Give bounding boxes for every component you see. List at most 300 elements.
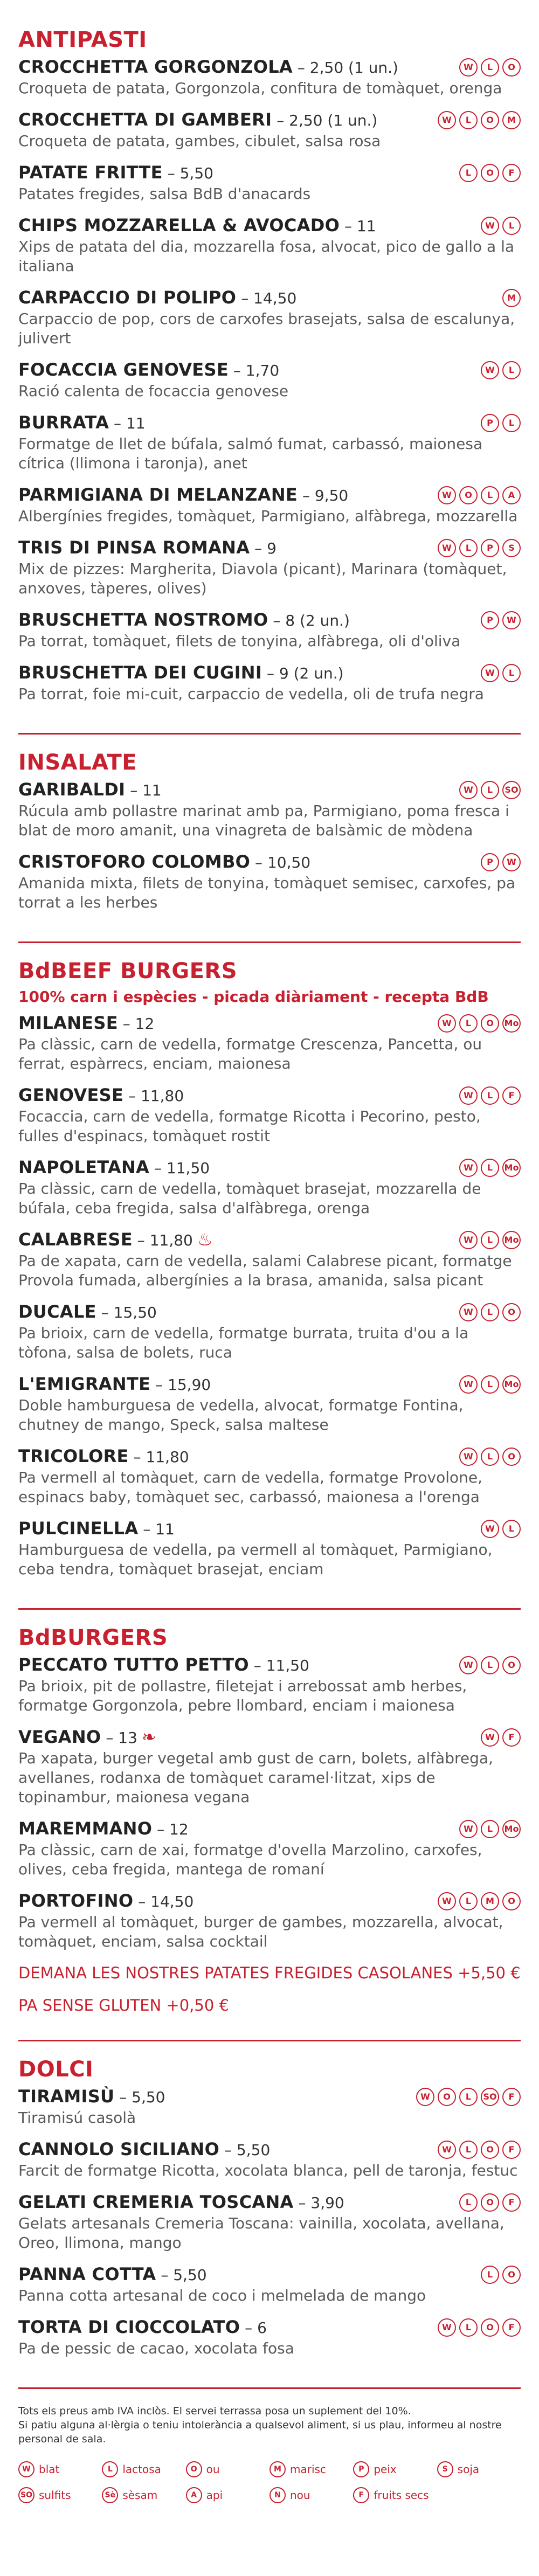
legend-sulfits-icon: SO — [18, 2487, 34, 2503]
allergen-lactosa-icon: L — [459, 1892, 478, 1910]
item-description: Croqueta de patata, Gorgonzola, confitura de tomàquet, orenga — [18, 79, 502, 97]
allergen-mostassa-icon: Mo — [502, 1231, 521, 1249]
allergen-ou-icon: O — [481, 1014, 499, 1033]
menu-item-title — [18, 1818, 189, 1840]
menu-item-header — [18, 287, 521, 309]
allergen-fruits-secs-icon: F — [502, 2318, 521, 2337]
item-description: Pa vermell al tomàquet, burger de gambes, mozzarella, alvocat, tomàquet, enciam, salsa cocktail — [18, 1913, 503, 1950]
menu-item — [18, 851, 521, 912]
allergen-ou-icon: O — [502, 1892, 521, 1910]
allergen-icons — [502, 289, 521, 307]
allergen-blat-icon: W — [438, 539, 456, 557]
item-price: – 2,50 (1 un.) — [292, 59, 398, 77]
legend-lactosa-icon: L — [102, 2461, 118, 2477]
allergen-icons — [459, 1375, 521, 1394]
legend-item — [353, 2487, 437, 2503]
menu-item — [18, 1890, 521, 1951]
menu-item-header — [18, 1654, 521, 1677]
section-title: DOLCI — [18, 2057, 94, 2082]
legend-sesam-icon: Sè — [102, 2487, 118, 2503]
item-description: Croqueta de patata, gambes, cibulet, salsa rosa — [18, 132, 381, 150]
item-price: – 11 — [340, 217, 376, 235]
menu-item-header — [18, 662, 521, 684]
allergen-soja-icon: S — [502, 539, 521, 557]
item-name: MAREMMANO — [18, 1818, 153, 1839]
legend-nou-icon: N — [270, 2487, 286, 2503]
allergen-lactosa-icon: L — [481, 1820, 499, 1838]
menu-item-title — [18, 779, 162, 801]
footer-note: Si patiu alguna al·lèrgia o teniu intolerància a qualsevol aliment, si us plau, informeu al nostre personal de sala. — [18, 2419, 502, 2445]
legend-label: soja — [457, 2463, 480, 2476]
menu-item — [18, 609, 521, 651]
item-price: – 5,50 — [114, 2088, 165, 2106]
legend-item — [102, 2487, 185, 2503]
item-price: – 15,50 — [96, 1304, 157, 1321]
allergen-lactosa-icon: L — [502, 361, 521, 379]
menu-item-title — [18, 1654, 309, 1677]
allergen-ou-icon: O — [438, 2088, 456, 2106]
item-name: GELATI CREMERIA TOSCANA — [18, 2192, 294, 2212]
allergen-ou-icon: O — [481, 2193, 499, 2212]
promo-line: PA SENSE GLUTEN +0,50 € — [18, 1996, 229, 2014]
menu-section — [18, 27, 521, 722]
menu-item-title — [18, 2191, 344, 2214]
allergen-icons — [481, 853, 521, 871]
item-price: – 11,80 — [132, 1231, 193, 1249]
footer-note: Tots els preus amb IVA inclòs. El servei terrassa posa un suplement del 10%. — [18, 2405, 411, 2417]
item-description: Farcit de formatge Ricotta, xocolata blanca, pell de taronja, festuc — [18, 2162, 518, 2179]
item-description: Pa xapata, burger vegetal amb gust de carn, bolets, alfàbrega, avellanes, rodanxa de tomàquet caramel·litzat, xips de topinambur, maionesa vegana — [18, 1749, 493, 1806]
menu-item-title — [18, 1373, 211, 1396]
menu-item — [18, 1654, 521, 1715]
item-name: MILANESE — [18, 1013, 118, 1033]
allergen-sulfits-icon: SO — [481, 2088, 499, 2106]
allergen-lactosa-icon: L — [502, 217, 521, 235]
menu-section — [18, 1625, 521, 2029]
menu-item — [18, 1301, 521, 1362]
allergen-ou-icon: O — [481, 111, 499, 129]
allergen-icons — [459, 1159, 521, 1177]
menu-item-header — [18, 779, 521, 801]
allergen-lactosa-icon: L — [459, 1014, 478, 1033]
menu-item-header — [18, 359, 521, 382]
menu-item-header — [18, 1229, 521, 1251]
allergen-icons — [438, 1892, 521, 1910]
allergen-icons — [459, 1448, 521, 1466]
allergen-icons — [459, 1303, 521, 1321]
allergen-blat-icon: W — [438, 1014, 456, 1033]
menu-item-header — [18, 412, 521, 434]
item-description: Tiramisú casolà — [18, 2109, 136, 2127]
allergen-lactosa-icon: L — [459, 2318, 478, 2337]
item-name: GENOVESE — [18, 1085, 124, 1105]
item-description: Hamburguesa de vedella, pa vermell al tomàquet, Parmigiano, ceba tendra, tomàquet brasejat, enciam — [18, 1541, 493, 1578]
menu-item-title — [18, 287, 296, 309]
menu-item-title — [18, 2086, 165, 2108]
menu-item — [18, 287, 521, 348]
menu-item-header — [18, 1157, 521, 1179]
item-price: – 9 — [250, 539, 277, 557]
item-price: – 10,50 — [250, 854, 311, 871]
allergen-fruits-secs-icon: F — [502, 1728, 521, 1747]
allergen-lactosa-icon: L — [481, 2266, 499, 2284]
item-description: Albergínies fregides, tomàquet, Parmigiano, alfàbrega, mozzarella — [18, 507, 518, 525]
menu-item-title — [18, 359, 279, 382]
item-description: Panna cotta artesanal de coco i melmelada de mango — [18, 2287, 426, 2304]
allergen-lactosa-icon: L — [481, 1159, 499, 1177]
allergen-icons — [438, 2141, 521, 2159]
allergen-lactosa-icon: L — [481, 1231, 499, 1249]
section-subtitle: 100% carn i espècies - picada diàriament - recepta BdB — [18, 988, 489, 1006]
menu-item — [18, 2138, 521, 2180]
item-name: PANNA COTTA — [18, 2264, 156, 2284]
legend-label: ou — [206, 2463, 220, 2476]
allergen-blat-icon: W — [438, 486, 456, 504]
menu-item-header — [18, 2191, 521, 2214]
legend-ou-icon: O — [186, 2461, 202, 2477]
item-price: – 9 (2 un.) — [262, 664, 344, 682]
allergen-lactosa-icon: L — [481, 1303, 499, 1321]
allergen-blat-icon: W — [459, 58, 478, 77]
item-description: Pa torrat, tomàquet, filets de tonyina, alfàbrega, oli d'oliva — [18, 632, 461, 650]
allergen-ou-icon: O — [481, 2318, 499, 2337]
menu-item-header — [18, 214, 521, 237]
item-name: CHIPS MOZZARELLA & AVOCADO — [18, 215, 340, 236]
item-description: Pa clàssic, carn de vedella, formatge Crescenza, Pancetta, ou ferrat, espàrrecs, enciam, maionesa — [18, 1035, 482, 1072]
menu-item — [18, 1518, 521, 1579]
item-name: TORTA DI CIOCCOLATO — [18, 2317, 240, 2337]
legend-item — [353, 2461, 437, 2477]
menu-item — [18, 662, 521, 704]
item-description: Pa de xapata, carn de vedella, salami Calabrese picant, formatge Provola fumada, albergínies a la brasa, amanida, salsa picant — [18, 1252, 512, 1289]
allergen-lactosa-icon: L — [502, 1520, 521, 1538]
legend-fruits-secs-icon: F — [353, 2487, 369, 2503]
allergen-fruits-secs-icon: F — [502, 1086, 521, 1105]
menu-item-title — [18, 2263, 207, 2286]
menu-item-header — [18, 1445, 521, 1468]
menu-footer — [18, 2404, 521, 2503]
section-title: INSALATE — [18, 750, 137, 775]
menu-item — [18, 359, 521, 401]
allergen-blat-icon: W — [438, 1892, 456, 1910]
spicy-icon: ♨ — [197, 1229, 213, 1250]
legend-marisc-icon: M — [270, 2461, 286, 2477]
allergen-ou-icon: O — [502, 1303, 521, 1321]
allergen-icons — [481, 217, 521, 235]
legend-blat-icon: W — [18, 2461, 34, 2477]
item-description: Pa clàssic, carn de xai, formatge d'ovella Marzolino, carxofes, olives, ceba fregida, mantega de romaní — [18, 1841, 482, 1878]
menu-item-title — [18, 484, 348, 507]
menu-item — [18, 162, 521, 204]
allergen-marisc-icon: M — [481, 1892, 499, 1910]
allergen-icons — [459, 58, 521, 77]
item-price: – 14,50 — [133, 1893, 194, 1910]
item-description: Formatge de llet de búfala, salmó fumat, carbassó, maionesa cítrica (llimona i taronja), anet — [18, 435, 483, 472]
item-price: – 14,50 — [236, 289, 297, 307]
legend-label: lactosa — [122, 2463, 161, 2476]
menu-item — [18, 484, 521, 526]
legend-label: blat — [39, 2463, 60, 2476]
allergen-mostassa-icon: Mo — [502, 1820, 521, 1838]
menu-item — [18, 2263, 521, 2305]
allergen-blat-icon: W — [438, 2141, 456, 2159]
allergen-icons — [438, 486, 521, 504]
item-name: PARMIGIANA DI MELANZANE — [18, 484, 298, 505]
legend-item — [437, 2461, 521, 2477]
section-divider — [18, 733, 521, 735]
promo-line: DEMANA LES NOSTRES PATATES FREGIDES CASOLANES +5,50 € — [18, 1964, 521, 1982]
allergen-lactosa-icon: L — [481, 1448, 499, 1466]
item-price: – 11 — [138, 1520, 175, 1538]
menu-item-title — [18, 1229, 213, 1251]
allergen-blat-icon: W — [459, 1448, 478, 1466]
allergen-icons — [481, 1520, 521, 1538]
allergen-icons — [481, 664, 521, 682]
item-price: – 3,90 — [293, 2194, 344, 2212]
menu-item — [18, 56, 521, 98]
allergen-lactosa-icon: L — [502, 664, 521, 682]
menu-item — [18, 1084, 521, 1146]
allergen-blat-icon: W — [459, 1375, 478, 1394]
section-title: BdBEEF BURGERS — [18, 959, 238, 984]
allergen-lactosa-icon: L — [459, 2141, 478, 2159]
allergen-icons — [438, 539, 521, 557]
allergen-blat-icon: W — [459, 1656, 478, 1674]
legend-peix-icon: P — [353, 2461, 369, 2477]
allergen-marisc-icon: M — [502, 111, 521, 129]
legend-item — [186, 2487, 270, 2503]
allergen-blat-icon: W — [438, 111, 456, 129]
item-name: BRUSCHETTA DEI CUGINI — [18, 662, 262, 683]
legend-item — [18, 2487, 102, 2503]
menu-item — [18, 2191, 521, 2253]
allergen-ou-icon: O — [502, 58, 521, 77]
item-price: – 5,50 — [156, 2266, 207, 2284]
item-price: – 5,50 — [219, 2141, 271, 2159]
legend-soja-icon: S — [437, 2461, 453, 2477]
item-price: – 5,50 — [162, 164, 213, 182]
item-price: – 11 — [125, 781, 162, 799]
allergen-ou-icon: O — [481, 2141, 499, 2159]
menu-item-header — [18, 1818, 521, 1840]
allergen-lactosa-icon: L — [481, 1656, 499, 1674]
allergen-icons — [438, 2318, 521, 2337]
item-name: CROCCHETTA DI GAMBERI — [18, 109, 272, 130]
allergen-icons — [459, 781, 521, 799]
legend-label: nou — [289, 2489, 310, 2502]
item-description: Xips de patata del dia, mozzarella fosa, alvocat, pico de gallo a la italiana — [18, 238, 515, 275]
menu-item-header — [18, 609, 521, 632]
menu-item — [18, 537, 521, 598]
legend-label: sèsam — [122, 2489, 158, 2502]
item-description: Pa brioix, pit de pollastre, filetejat i arrebossat amb herbes, formatge Gorgonzola, pebre llombard, enciam i maionesa — [18, 1677, 467, 1714]
section-title: BdBURGERS — [18, 1625, 168, 1650]
item-description: Pa clàssic, carn de vedella, tomàquet brasejat, mozzarella de búfala, ceba fregida, salsa d'alfàbrega, orenga — [18, 1180, 481, 1217]
allergen-api-icon: A — [502, 486, 521, 504]
item-description: Pa brioix, carn de vedella, formatge burrata, truita d'ou a la tòfona, salsa de bolets, ruca — [18, 1324, 469, 1361]
allergen-ou-icon: O — [481, 164, 499, 182]
item-name: CALABRESE — [18, 1229, 133, 1250]
menu-item-title — [18, 662, 344, 684]
allergen-icons — [481, 361, 521, 379]
section-title: ANTIPASTI — [18, 27, 147, 52]
menu-item-title — [18, 214, 376, 237]
item-description: Pa torrat, foie mi-cuit, carpaccio de vedella, oli de trufa negra — [18, 685, 484, 703]
item-price: – 9,50 — [298, 487, 349, 504]
menu-item-header — [18, 2138, 521, 2161]
allergen-blat-icon: W — [459, 1303, 478, 1321]
menu-item-title — [18, 1890, 194, 1913]
item-name: CARPACCIO DI POLIPO — [18, 287, 237, 308]
menu-item — [18, 1726, 521, 1807]
menu-item-header — [18, 1726, 521, 1749]
menu-item — [18, 1445, 521, 1507]
menu-item-title — [18, 162, 213, 184]
item-name: CANNOLO SICILIANO — [18, 2139, 220, 2159]
item-name: TRIS DI PINSA ROMANA — [18, 537, 250, 558]
allergen-lactosa-icon: L — [481, 1375, 499, 1394]
menu-item-title — [18, 1518, 175, 1540]
menu-item-header — [18, 1301, 521, 1324]
allergen-blat-icon: W — [502, 853, 521, 871]
legend-item — [186, 2461, 270, 2477]
section-divider — [18, 2040, 521, 2041]
legend-item — [270, 2461, 353, 2477]
menu-item — [18, 2316, 521, 2358]
item-description: Doble hamburguesa de vedella, alvocat, formatge Fontina, chutney de mango, Speck, salsa maltese — [18, 1396, 464, 1434]
allergen-blat-icon: W — [459, 1820, 478, 1838]
allergen-ou-icon: O — [459, 486, 478, 504]
legend-item — [18, 2461, 102, 2477]
allergen-ou-icon: O — [502, 1448, 521, 1466]
item-name: PATATE FRITTE — [18, 162, 163, 183]
menu-item — [18, 1012, 521, 1074]
allergen-lactosa-icon: L — [459, 2088, 478, 2106]
allergen-icons — [459, 1656, 521, 1674]
allergen-icons — [438, 1014, 521, 1033]
allergen-blat-icon: W — [438, 2318, 456, 2337]
menu-item — [18, 2086, 521, 2128]
allergen-mostassa-icon: Mo — [502, 1014, 521, 1033]
item-description: Gelats artesanals Cremeria Toscana: vainilla, xocolata, avellana, Oreo, llimona, mango — [18, 2214, 505, 2252]
allergen-sulfits-icon: SO — [502, 781, 521, 799]
allergen-legend — [18, 2461, 521, 2503]
legend-item — [270, 2487, 353, 2503]
menu-item-header — [18, 2316, 521, 2339]
allergen-blat-icon: W — [481, 361, 499, 379]
menu-item-header — [18, 537, 521, 559]
legend-label: fruits secs — [374, 2489, 429, 2502]
allergen-icons — [481, 2266, 521, 2284]
menu-item-title — [18, 851, 310, 874]
item-name: NAPOLETANA — [18, 1157, 150, 1178]
allergen-lactosa-icon: L — [459, 539, 478, 557]
allergen-peix-icon: P — [481, 853, 499, 871]
menu-item-header — [18, 851, 521, 874]
item-price: – 11,50 — [149, 1159, 210, 1177]
menu-item-header — [18, 1012, 521, 1035]
item-description: Rúcula amb pollastre marinat amb pa, Parmigiano, poma fresca i blat de moro amanit, una vinagreta de balsàmic de mòdena — [18, 802, 509, 839]
allergen-mostassa-icon: Mo — [502, 1159, 521, 1177]
legend-label: sulfits — [39, 2489, 71, 2502]
allergen-icons — [459, 1820, 521, 1838]
allergen-peix-icon: P — [481, 611, 499, 629]
allergen-fruits-secs-icon: F — [502, 2193, 521, 2212]
menu-item-header — [18, 1373, 521, 1396]
allergen-blat-icon: W — [459, 1086, 478, 1105]
menu-item — [18, 1818, 521, 1879]
menu-item-title — [18, 2316, 267, 2339]
menu-item-header — [18, 2263, 521, 2286]
menu-section — [18, 750, 521, 931]
menu-item-title — [18, 412, 146, 434]
item-description: Mix de pizzes: Margherita, Diavola (picant), Marinara (tomàquet, anxoves, tàperes, olives) — [18, 560, 507, 597]
allergen-lactosa-icon: L — [459, 2193, 478, 2212]
menu-item-title — [18, 1726, 156, 1749]
section-divider — [18, 2387, 521, 2389]
allergen-fruits-secs-icon: F — [502, 2088, 521, 2106]
allergen-lactosa-icon: L — [481, 1086, 499, 1105]
item-price: – 12 — [118, 1015, 155, 1033]
menu-item-title — [18, 1084, 184, 1107]
item-name: BRUSCHETTA NOSTROMO — [18, 610, 268, 630]
item-name: VEGANO — [18, 1727, 101, 1747]
item-name: DUCALE — [18, 1301, 96, 1322]
menu-item-header — [18, 484, 521, 507]
allergen-ou-icon: O — [502, 1656, 521, 1674]
item-name: CROCCHETTA GORGONZOLA — [18, 57, 293, 77]
item-price: – 1,70 — [228, 362, 280, 379]
item-price: – 11,80 — [123, 1087, 184, 1105]
item-name: L'EMIGRANTE — [18, 1374, 151, 1394]
allergen-lactosa-icon: L — [459, 111, 478, 129]
allergen-blat-icon: W — [481, 1520, 499, 1538]
menu-item — [18, 412, 521, 473]
menu-section — [18, 2056, 521, 2377]
menu-item-header — [18, 109, 521, 131]
allergen-blat-icon: W — [459, 1159, 478, 1177]
allergen-icons — [459, 2193, 521, 2212]
item-price: – 6 — [240, 2319, 267, 2337]
item-description: Pa vermell al tomàquet, carn de vedella, formatge Provolone, espinacs baby, tomàquet sec, carbassó, maionesa a l'orenga — [18, 1469, 483, 1506]
item-name: TRICOLORE — [18, 1446, 129, 1466]
allergen-icons — [416, 2088, 521, 2106]
legend-item — [102, 2461, 185, 2477]
menu-item-title — [18, 2138, 270, 2161]
section-divider — [18, 1608, 521, 1610]
allergen-icons — [438, 111, 521, 129]
allergen-blat-icon: W — [481, 664, 499, 682]
item-name: PECCATO TUTTO PETTO — [18, 1654, 249, 1675]
menu-item-title — [18, 1012, 154, 1035]
item-description: Carpaccio de pop, cors de carxofes brasejats, salsa de escalunya, julivert — [18, 310, 515, 347]
item-price: – 11 — [109, 414, 146, 432]
legend-api-icon: A — [186, 2487, 202, 2503]
allergen-ou-icon: O — [502, 2266, 521, 2284]
menu-item-header — [18, 162, 521, 184]
menu-item-header — [18, 1084, 521, 1107]
item-name: CRISTOFORO COLOMBO — [18, 851, 251, 872]
item-price: – 11,50 — [248, 1657, 309, 1674]
legend-label: peix — [374, 2463, 397, 2476]
menu-item-header — [18, 56, 521, 79]
allergen-blat-icon: W — [459, 1231, 478, 1249]
item-description: Ració calenta de focaccia genovese — [18, 382, 289, 400]
allergen-peix-icon: P — [481, 539, 499, 557]
item-price: – 8 (2 un.) — [268, 612, 350, 629]
item-name: PULCINELLA — [18, 1518, 139, 1539]
item-price: – 12 — [152, 1820, 189, 1838]
